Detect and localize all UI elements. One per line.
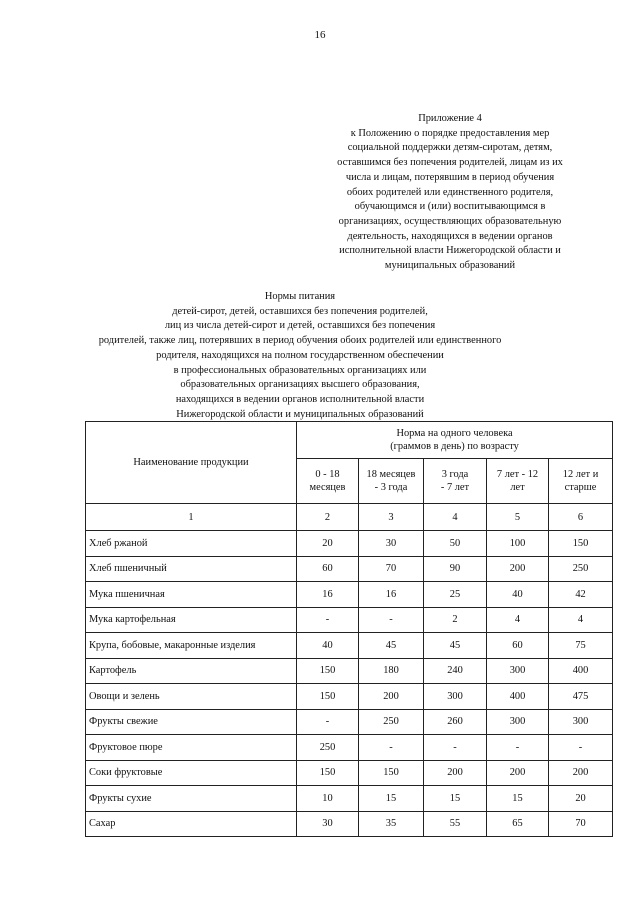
norm-value: 35 (359, 811, 424, 837)
norm-value: 180 (359, 658, 424, 684)
appendix-line: исполнительной власти Нижегородской области и (339, 245, 561, 257)
norm-value: 260 (424, 709, 487, 735)
table-row (86, 531, 613, 557)
age-group-line: - 3 года (374, 482, 408, 493)
appendix-line: оставшимся без попечения родителей, лицам из их (337, 157, 563, 169)
product-name: Крупа, бобовые, макаронные изделия (86, 633, 297, 659)
product-name: Мука пшеничная (86, 582, 297, 608)
appendix-line: обучающимся и (или) воспитывающимся в (354, 201, 546, 213)
table-row (86, 582, 613, 608)
appendix-line: муниципальных образований (384, 260, 516, 272)
norm-value: 250 (297, 735, 359, 761)
appendix-header (300, 112, 600, 274)
age-group-header (424, 459, 487, 504)
norm-value: 200 (359, 684, 424, 710)
column-number: 5 (487, 504, 549, 531)
norm-value: 15 (359, 786, 424, 812)
appendix-line: деятельность, находящихся в ведении органов (347, 230, 553, 242)
norm-value: 300 (487, 709, 549, 735)
norm-value: 150 (549, 531, 613, 557)
norms-title-line: родителей, также лиц, потерявших в период обучения обоих родителей или единственного (98, 335, 502, 347)
norm-value: - (359, 607, 424, 633)
norm-column-header (297, 422, 613, 459)
column-number: 2 (297, 504, 359, 531)
table-row (86, 811, 613, 837)
norm-value: - (359, 735, 424, 761)
norm-value: 25 (424, 582, 487, 608)
nutrition-norms-table (85, 421, 613, 837)
age-group-header (297, 459, 359, 504)
norm-value: 55 (424, 811, 487, 837)
norm-value: 475 (549, 684, 613, 710)
norm-value: 240 (424, 658, 487, 684)
age-group-line: 3 года (441, 469, 469, 480)
norm-value: 60 (487, 633, 549, 659)
norm-value: 200 (487, 556, 549, 582)
table-row (86, 735, 613, 761)
norm-value: - (549, 735, 613, 761)
table-row (86, 684, 613, 710)
norm-value: 4 (487, 607, 549, 633)
product-name: Фруктовое пюре (86, 735, 297, 761)
norm-value: 150 (297, 684, 359, 710)
age-group-line: лет (510, 482, 525, 493)
column-number: 6 (549, 504, 613, 531)
norm-value: 15 (424, 786, 487, 812)
norms-title-line: находящихся в ведении органов исполнительной власти (175, 393, 425, 405)
norms-title (80, 290, 520, 422)
norm-value: 90 (424, 556, 487, 582)
age-group-line: 7 лет - 12 (496, 469, 539, 480)
norm-value: 70 (549, 811, 613, 837)
norm-value: 400 (487, 684, 549, 710)
page-number: 16 (314, 29, 326, 41)
norms-title-line: родителя, находящихся на полном государственном обеспечении (156, 349, 444, 361)
age-group-line: старше (564, 482, 597, 493)
product-name: Фрукты сухие (86, 786, 297, 812)
age-group-line: 0 - 18 (315, 469, 340, 480)
age-group-header (549, 459, 613, 504)
norm-value: 75 (549, 633, 613, 659)
norm-value: 50 (424, 531, 487, 557)
norm-value: 30 (359, 531, 424, 557)
norm-value: 65 (487, 811, 549, 837)
table-row (86, 607, 613, 633)
appendix-line: к Положению о порядке предоставления мер (350, 127, 550, 139)
age-group-line: - 7 лет (440, 482, 470, 493)
product-name: Хлеб пшеничный (86, 556, 297, 582)
norm-value: 250 (359, 709, 424, 735)
table-row (86, 556, 613, 582)
norm-value: 70 (359, 556, 424, 582)
norm-value: 150 (297, 658, 359, 684)
product-name: Хлеб ржаной (86, 531, 297, 557)
table-row (86, 709, 613, 735)
age-group-line: месяцев (309, 482, 346, 493)
product-name: Овощи и зелень (86, 684, 297, 710)
norm-value: 60 (297, 556, 359, 582)
norm-value: 20 (549, 786, 613, 812)
norm-header-line: (граммов в день) по возрасту (390, 441, 519, 452)
column-number: 1 (86, 504, 297, 531)
appendix-line: Приложение 4 (418, 113, 482, 124)
norm-value: 40 (297, 633, 359, 659)
norm-value: 45 (424, 633, 487, 659)
norm-value: 10 (297, 786, 359, 812)
norm-value: 4 (549, 607, 613, 633)
norms-title-line: детей-сирот, детей, оставшихся без попечения родителей, (172, 305, 428, 317)
norms-title-line: в профессиональных образовательных организациях или (173, 364, 427, 376)
column-number: 3 (359, 504, 424, 531)
norms-title-line: Нормы питания (264, 291, 336, 302)
norm-value: 250 (549, 556, 613, 582)
norm-value: 100 (487, 531, 549, 557)
norm-value: 400 (549, 658, 613, 684)
age-group-line: 12 лет и (562, 469, 599, 480)
appendix-line: социальной поддержки детям-сиротам, детям, (347, 142, 553, 154)
norm-value: - (487, 735, 549, 761)
column-number: 4 (424, 504, 487, 531)
norm-value: 20 (297, 531, 359, 557)
norm-value: - (297, 709, 359, 735)
table-row (86, 786, 613, 812)
product-name: Картофель (86, 658, 297, 684)
norm-value: 150 (297, 760, 359, 786)
norms-title-line: Нижегородской области и муниципальных образований (176, 408, 424, 420)
norm-value: - (297, 607, 359, 633)
norm-value: 300 (549, 709, 613, 735)
norm-value: 42 (549, 582, 613, 608)
norm-value: 16 (297, 582, 359, 608)
product-name: Мука картофельная (86, 607, 297, 633)
norms-title-line: образовательных организациях высшего образования, (180, 379, 420, 391)
column-number-row (86, 504, 613, 531)
age-group-line: 18 месяцев (366, 469, 416, 480)
product-name: Фрукты свежие (86, 709, 297, 735)
product-column-header: Наименование продукции (86, 422, 297, 504)
norm-value: 300 (424, 684, 487, 710)
product-name: Соки фруктовые (86, 760, 297, 786)
norm-value: 45 (359, 633, 424, 659)
norms-title-line: лиц из числа детей-сирот и детей, оставшихся без попечения (164, 320, 436, 332)
norm-value: 15 (487, 786, 549, 812)
norm-value: 30 (297, 811, 359, 837)
appendix-line: числа и лицам, потерявшим в период обучения (345, 171, 555, 183)
product-name: Сахар (86, 811, 297, 837)
norm-value: 300 (487, 658, 549, 684)
table-row (86, 658, 613, 684)
age-group-header (487, 459, 549, 504)
norm-value: 16 (359, 582, 424, 608)
norm-value: 2 (424, 607, 487, 633)
table-row (86, 760, 613, 786)
norm-value: 40 (487, 582, 549, 608)
appendix-line: обоих родителей или единственного родителя, (346, 186, 554, 198)
age-group-header (359, 459, 424, 504)
norm-value: 200 (487, 760, 549, 786)
norm-value: - (424, 735, 487, 761)
norm-value: 150 (359, 760, 424, 786)
appendix-line: организациях, осуществляющих образовательную (338, 215, 562, 227)
norm-value: 200 (549, 760, 613, 786)
norm-header-line: Норма на одного человека (396, 428, 513, 439)
table-row (86, 633, 613, 659)
norm-value: 200 (424, 760, 487, 786)
